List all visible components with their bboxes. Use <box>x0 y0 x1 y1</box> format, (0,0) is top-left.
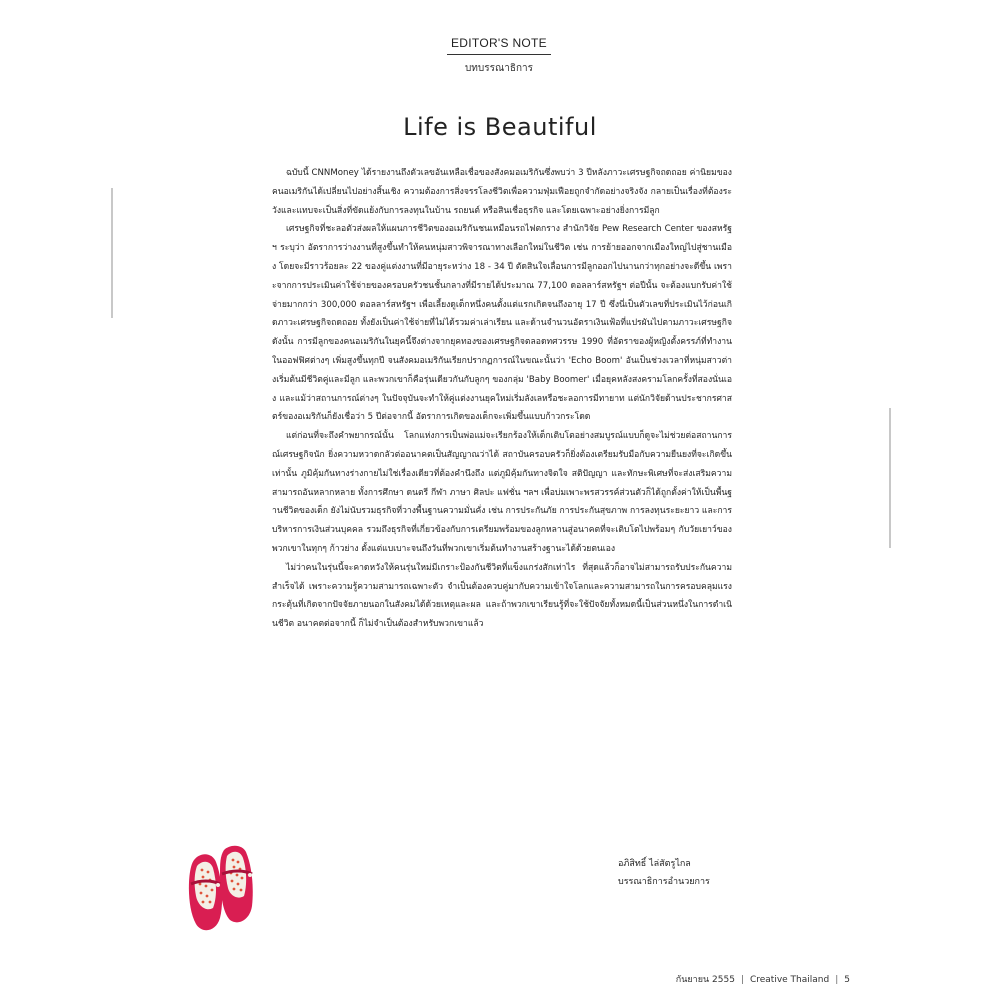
paragraph: ฉบับนี้ CNNMoney ได้รายงานถึงตัวเลขอันเหลือเชื่อของสังคมอเมริกันซึ่งพบว่า 3 ปีหลังภาวะเศรษฐกิจถดถอย ค่านิยมของคนอเมริกันได้เปลี่ยนไปอย่างสิ้นเชิง ความต้องการสิ่งจรรโลงชีวิตเพื่อความฟุ่มเฟือยถูกจำกัดอย่างจริงจัง กลายเป็นเรื่องที่ต้องระวังและแทบจะเป็นสิ่งที่ขัดแย้งกับการลงทุนในบ้าน รถยนต์ หรือสินเชื่อธุรกิจ และโดยเฉพาะอย่างยิ่งการมีลูก <box>272 168 732 216</box>
article-body <box>272 164 732 634</box>
shoe-front <box>189 854 222 930</box>
page-number: 5 <box>844 975 850 985</box>
red-shoes-illustration <box>186 840 286 936</box>
signature-role: บรรณาธิการอำนวยการ <box>618 877 710 887</box>
footer-issue: กันยายน 2555 <box>675 975 735 985</box>
page-title: Life is Beautiful <box>403 113 597 141</box>
page-footer <box>676 972 850 986</box>
footer-magazine: Creative Thailand <box>749 975 830 985</box>
margin-mark <box>889 408 891 548</box>
paragraph: ไม่ว่าคนในรุ่นนี้จะคาดหวังให้คนรุ่นใหม่มีเกราะป้องกันชีวิตที่แข็งแกร่งสักเท่าไร ที่สุดแล้วก็อาจไม่สามารถรับประกันความสำเร็จได้ เพราะความรู้ความสามารถเฉพาะตัว จำเป็นต้องควบคู่มากับความเข้าใจโลกและความสามารถในการครอบคลุมแรงกระตุ้นที่เกิดจากปัจจัยภายนอกในสังคมได้ด้วยเหตุและผล และถ้าพวกเขาเรียนรู้ที่จะใช้ปัจจัยทั้งหมดนี้เป็นส่วนหนึ่งในการดำเนินชีวิต อนาคตต่อจากนี้ ก็ไม่จำเป็นต้องสำหรับพวกเขาแล้ว <box>272 562 732 630</box>
paragraph: เศรษฐกิจที่ชะลอตัวส่งผลให้แผนการชีวิตของอเมริกันชนเหมือนรถไฟตกราง สำนักวิจัย Pew Research Center ของสหรัฐฯ ระบุว่า อัตราการว่างงานที่สูงขึ้นทำให้คนหนุ่มสาวพิจารณาทางเลือกใหม่ในชีวิต เช่น การย้ายออกจากเมืองใหญ่ไปสู่ชานเมือง โดยจะมีราวร้อยละ 22 ของคู่แต่งงานที่มีอายุระหว่าง 18 - 34 ปี ตัดสินใจเลื่อนการมีลูกออกไปนานกว่าทุกอย่างจะดีขึ้น เพราะจากการประเมินค่าใช้จ่ายของครอบครัวชนชั้นกลางที่มีรายได้ประมาณ 77,100 ดอลลาร์สหรัฐฯ ต่อปีนั้น จะต้องแบกรับค่าใช้จ่ายมากกว่า 300,000 ดอลลาร์สหรัฐฯ เพื่อเลี้ยงดูเด็กหนึ่งคนตั้งแต่แรกเกิดจนถึงอายุ 17 ปี ซึ่งนี่เป็นตัวเลขที่ประเมินไว้ก่อนเกิดภาวะเศรษฐกิจถดถอย ทั้งยังเป็นค่าใช้จ่ายที่ไม่ได้รวมค่าเล่าเรียน และด้านจำนวนอัตราเงินเฟ้อที่แปรผันไปตามภาวะเศรษฐกิจ ดังนั้น การมีลูกของคนอเมริกันในยุคนี้จึงต่างจากยุคทองของเศรษฐกิจตลอดทศวรรษ 1990 ที่อัตราของผู้หญิงตั้งครรภ์ที่ทำงานในออฟฟิศต่างๆ เพิ่มสูงขึ้นทุกปี จนสังคมอเมริกันเรียกปรากฏการณ์ในขณะนั้นว่า 'Echo Boom' อันเป็นช่วงเวลาที่หนุ่มสาวต่างเริ่มต้นมีชีวิตคู่และมีลูก และพวกเขาก็คือรุ่นเดียวกันกับลูกๆ ของกลุ่ม 'Baby Boomer' เมื่อยุคหลังสงครามโลกครั้งที่สองนั่นเอง และแม้ว่าสถานการณ์ต่างๆ ในปัจจุบันจะทำให้คู่แต่งงานยุคใหม่เริ่มลังเลหรือชะลอการมีทายาท แต่นักวิจัยด้านประชากรศาสตร์ของอเมริกันก็ยังเชื่อว่า 5 ปีต่อจากนี้ อัตราการเกิดของเด็กจะเพิ่มขึ้นแบบก้าวกระโดด <box>272 224 732 423</box>
section-title-th: บทบรรณาธิการ <box>464 63 534 74</box>
margin-mark <box>111 188 113 318</box>
paragraph: แต่ก่อนที่จะถึงคำพยากรณ์นั้น โลกแห่งการเป็นพ่อแม่จะเรียกร้องให้เด็กเติบโตอย่างสมบูรณ์แบบก็ดูจะไม่ช่วยต่อสถานการณ์เศรษฐกิจนัก ยิ่งความหวาดกลัวต่ออนาคตเป็นสัญญาณว่าได้ สถาบันครอบครัวก็ยิ่งต้องเตรียมรับมือกับความยืนยงที่จะเกิดขึ้นเท่านั้น ภูมิคุ้มกันทางร่างกายไม่ใช่เรื่องเดียวที่ต้องคำนึงถึง แต่ภูมิคุ้มกันทางจิตใจ สติปัญญา และทักษะพิเศษที่จะส่งเสริมความสามารถอันหลากหลาย ทั้งการศึกษา ดนตรี กีฬา ภาษา ศิลปะ แฟชั่น ฯลฯ เพื่อบ่มเพาะพรสวรรค์ส่วนตัวก็ได้ถูกตั้งค่าให้เป็นพื้นฐานชีวิตของเด็ก ยังไม่นับรวมธุรกิจที่วางพื้นฐานความมั่นคั่ง เช่น การประกันภัย การประกันสุขภาพ การลงทุนระยะยาว และการบริหารการเงินส่วนบุคคล รวมถึงธุรกิจที่เกี่ยวข้องกับการเตรียมพร้อมของลูกหลานสู่อนาคตที่จะเติบโตไปพร้อมๆ กับวัยเยาว์ของพวกเขาในทุกๆ ก้าวย่าง ตั้งแต่แบเบาะจนถึงวันที่พวกเขาเริ่มต้นทำงานสร้างฐานะได้ด้วยตนเอง <box>272 431 732 554</box>
section-title-en: EDITOR'S NOTE <box>447 36 551 55</box>
signature-block <box>618 855 710 891</box>
footer-separator: | <box>835 975 839 985</box>
signature-name: อภิสิทธิ์ ไล่สัตรูไกล <box>618 859 691 869</box>
section-header <box>447 36 551 76</box>
footer-separator: | <box>740 975 744 985</box>
shoe-back <box>220 846 253 923</box>
